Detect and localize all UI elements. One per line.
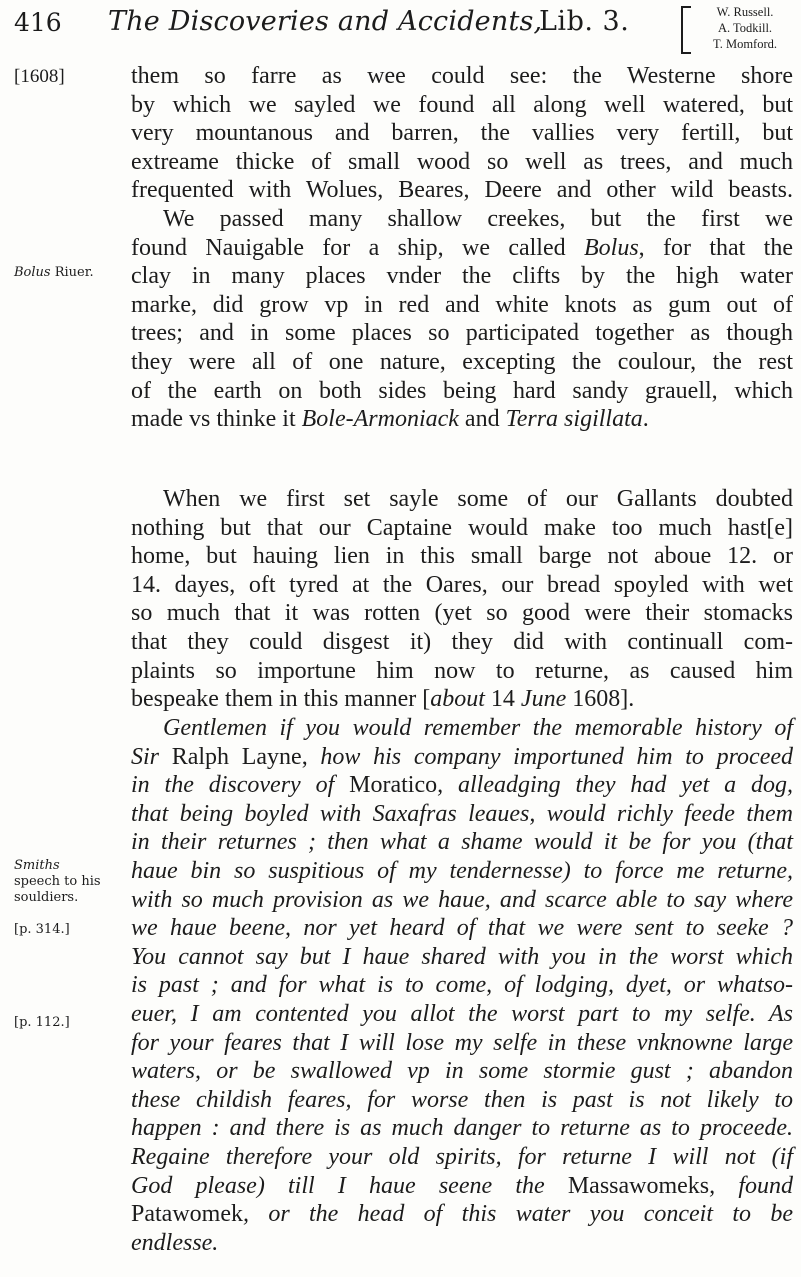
editor-name: T. Momford.: [713, 37, 777, 51]
text-line: marke, did grow vp in red and white knots as gum out of: [131, 291, 793, 318]
text-line: frequented with Wolues, Beares, Deere and other wild beasts.: [131, 177, 793, 204]
editor-name: W. Russell.: [716, 5, 774, 19]
margin-page-ref: [p. 112.]: [14, 1015, 70, 1030]
book-number: Lib. 3.: [539, 6, 630, 37]
text-line: happen : and there is as much danger to returne as to proceede.: [131, 1115, 793, 1142]
editors-list: [691, 4, 799, 52]
paragraph-1: [131, 62, 793, 434]
margin-year: [1608]: [14, 66, 65, 87]
text-line: of the earth on both sides being hard sandy grauell, which: [131, 377, 793, 404]
text-line: endlesse.: [131, 1229, 219, 1256]
text-line: nothing but that our Captaine would make too much hast[e]: [131, 514, 793, 541]
text-line: by which we sayled we found all along well watered, but: [131, 91, 793, 118]
margin-note-bolus: Bolus Riuer.: [14, 265, 94, 280]
text-line: found Nauigable for a ship, we called Bolus, for that the: [131, 234, 793, 261]
text-line: waters, or be swallowed vp in some stormie gust ; abandon: [131, 1058, 793, 1085]
text-line: with so much provision as we haue, and scarce able to say where: [131, 886, 793, 913]
text-line: for your feares that I will lose my selfe in these vnknowne large: [131, 1029, 793, 1056]
text-line: When we first set sayle some of our Gallants doubted: [163, 486, 793, 512]
text-line: 14. dayes, oft tyred at the Oares, our bread spoyled with wet: [131, 571, 793, 598]
smiths-speech: [131, 714, 793, 1257]
margin-note-smiths-speech: Smiths speech to his souldiers.: [14, 858, 101, 905]
text-line: made vs thinke it Bole-Armoniack and Terra sigillata.: [131, 406, 649, 433]
text-line: in the discovery of Moratico, alleadging they had yet a dog,: [131, 772, 793, 799]
text-line: so much that it was rotten (yet so good were their stomacks: [131, 600, 793, 627]
editor-name: A. Todkill.: [717, 21, 773, 35]
text-line: that they could disgest it) they did with continuall com-: [131, 628, 793, 655]
text-line: we haue beene, nor yet heard of that we were sent to seeke ?: [131, 915, 793, 942]
text-line: God please) till I haue seene the Massawomeks, found: [131, 1172, 794, 1199]
text-line: Gentlemen if you would remember the memorable history of: [163, 715, 793, 741]
text-line: Regaine therefore your old spirits, for returne I will not (if: [131, 1143, 793, 1170]
running-title: The Discoveries and Accidents,: [108, 6, 543, 37]
text-line: very mountanous and barren, the vallies very fertill, but: [131, 120, 793, 147]
text-line: clay in many places vnder the clifts by the high water: [131, 263, 793, 290]
text-line: We passed many shallow creekes, but the first we: [163, 205, 793, 232]
text-line: is past ; and for what is to come, of lodging, dyet, or whatso-: [131, 972, 793, 999]
text-line: home, but hauing lien in this small barge not aboue 12. or: [131, 543, 793, 570]
text-line: them so farre as wee could see: the Westerne shore: [131, 63, 793, 89]
text-line: You cannot say but I haue shared with you in the worst which: [131, 943, 793, 970]
text-line: Sir Ralph Layne, how his company importuned him to proceed: [131, 743, 794, 770]
text-line: extreame thicke of small wood so well as trees, and much: [131, 148, 793, 175]
text-line: in their returnes ; then what a shame would it be for you (that: [131, 829, 793, 856]
text-line: that being boyled with Saxafras leaues, would richly feede them: [131, 800, 793, 827]
page-number: 416: [14, 8, 62, 37]
margin-page-ref: [p. 314.]: [14, 922, 70, 937]
paragraph-2: [131, 485, 793, 714]
text-line: these childish feares, for worse then is past is not likely to: [131, 1086, 793, 1113]
text-line: haue bin so suspitious of my tendernesse) to force me returne,: [131, 857, 793, 884]
text-line: they were all of one nature, excepting the coulour, the rest: [131, 348, 793, 375]
text-line: Patawomek, or the head of this water you conceit to be: [131, 1201, 793, 1228]
editors-bracket: [681, 6, 691, 54]
text-line: bespeake them in this manner [about 14 June 1608].: [131, 686, 635, 713]
text-line: plaints so importune him now to returne, as caused him: [131, 657, 793, 684]
text-line: trees; and in some places so participated together as though: [131, 320, 793, 347]
text-line: euer, I am contented you allot the worst part to my selfe. As: [131, 1000, 793, 1027]
